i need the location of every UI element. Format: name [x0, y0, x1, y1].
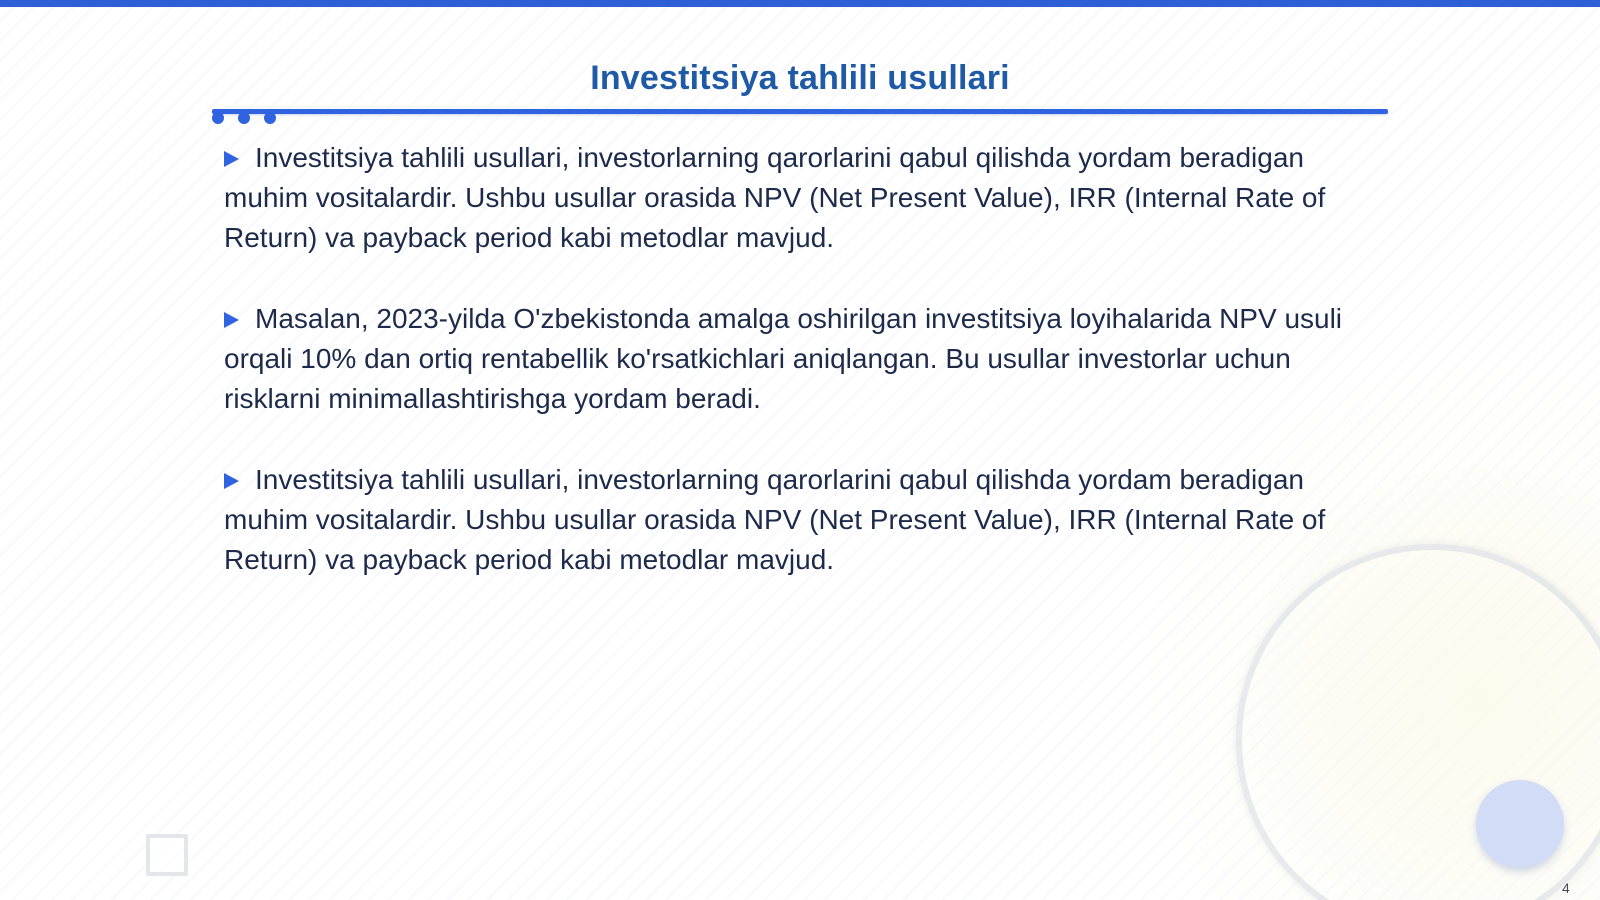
triangle-right-icon: [224, 312, 239, 328]
bullet-paragraph: [224, 138, 1394, 258]
decorative-dot: [238, 112, 250, 124]
bullet-paragraph: [224, 460, 1394, 580]
decorative-square: [146, 834, 188, 876]
slide-title: Investitsiya tahlili usullari: [590, 59, 1010, 97]
paragraph-text: Masalan, 2023-yilda O'zbekistonda amalga oshirilgan investitsiya loyihalarida NPV usuli orqali 10% dan ortiq rentabellik ko'rsatkichlari aniqlangan. Bu usullar investorlar uchun risklarni minimallashtirishga yordam beradi.: [224, 303, 1343, 414]
triangle-right-icon: [224, 473, 239, 489]
decorative-dot: [264, 112, 276, 124]
paragraph-text: Investitsiya tahlili usullari, investorlarning qarorlarini qabul qilishda yordam beradigan muhim vositalardir. Ushbu usullar orasida NPV (Net Present Value), IRR (Internal Rate of Return) va payback period kabi metodlar mavjud.: [224, 142, 1326, 253]
triangle-right-icon: [224, 151, 239, 167]
decorative-dot: [212, 112, 224, 124]
slide-content: [224, 138, 1394, 621]
top-accent-bar: [0, 0, 1600, 7]
bullet-paragraph: [224, 299, 1394, 419]
paragraph-text: Investitsiya tahlili usullari, investorlarning qarorlarini qabul qilishda yordam beradigan muhim vositalardir. Ushbu usullar orasida NPV (Net Present Value), IRR (Internal Rate of Return) va payback period kabi metodlar mavjud.: [224, 464, 1326, 575]
title-underline: [212, 109, 1388, 114]
page-number: 4: [1562, 880, 1570, 896]
decorative-circle: [1476, 780, 1564, 868]
